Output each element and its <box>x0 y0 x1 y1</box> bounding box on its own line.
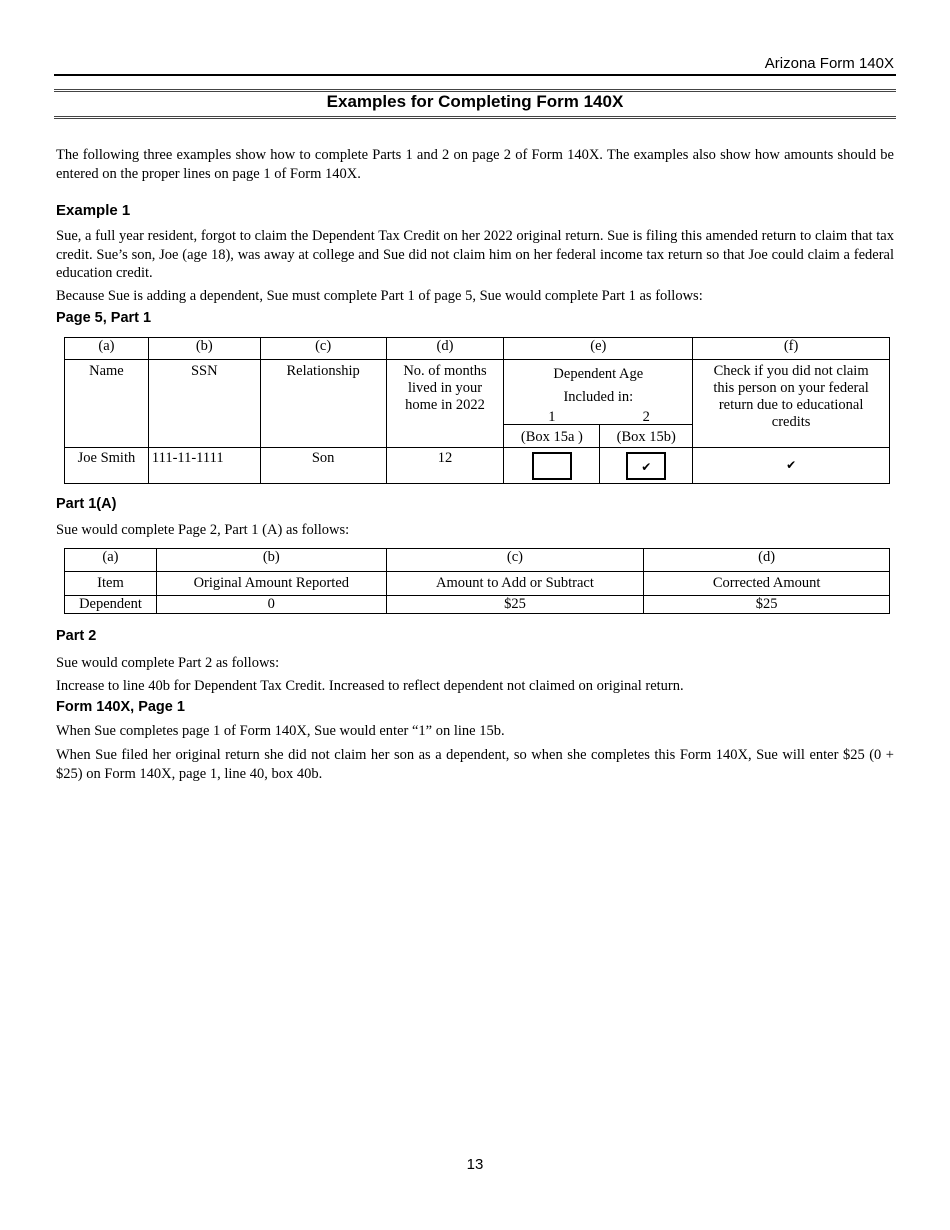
part1a-row-original: 0 <box>156 596 386 614</box>
col-months-header: No. of months lived in your home in 2022 <box>386 360 504 448</box>
edu-credit-checkmark: ✔ <box>786 458 797 472</box>
col-letter-a: (a) <box>65 338 149 360</box>
part1a-col-item: Item <box>65 572 157 596</box>
part1a-col-letter-d: (d) <box>644 549 890 572</box>
row-edu-check-cell <box>693 448 890 484</box>
col-letter-c: (c) <box>260 338 386 360</box>
col-letter-f: (f) <box>693 338 890 360</box>
col-check-header: Check if you did not claim this person on your federal return due to educational credits <box>693 360 890 448</box>
part2-line2: Increase to line 40b for Dependent Tax Credit. Increased to reflect dependent not claimed on original return. <box>56 678 684 694</box>
col-letter-d: (d) <box>386 338 504 360</box>
part2-heading: Part 2 <box>56 628 97 644</box>
part1a-col-letter-c: (c) <box>386 549 644 572</box>
header-rule <box>54 74 896 76</box>
form-page1-heading: Form 140X, Page 1 <box>56 699 185 715</box>
row-relationship-cell: Son <box>260 448 386 484</box>
row-name-cell: Joe Smith <box>65 448 149 484</box>
col-letter-e: (e) <box>504 338 693 360</box>
example-1-instruction: Because Sue is adding a dependent, Sue must complete Part 1 of page 5, Sue would complete Part 1 as follows: <box>56 288 703 304</box>
row-box15b-cell <box>600 448 693 484</box>
box-15b-label: (Box 15b) <box>600 424 692 446</box>
page-number: 13 <box>466 1156 484 1173</box>
row-months-cell: 12 <box>386 448 504 484</box>
page5-part1-table <box>64 337 890 484</box>
box-15b-checkbox[interactable] <box>626 452 666 480</box>
part1a-col-corrected: Corrected Amount <box>644 572 890 596</box>
part2-line1: Sue would complete Part 2 as follows: <box>56 655 280 671</box>
part1a-col-adjustment: Amount to Add or Subtract <box>386 572 644 596</box>
part1a-row-adjustment: $25 <box>386 596 644 614</box>
col-name-header: Name <box>65 360 149 448</box>
box-15a-checkbox[interactable] <box>532 452 572 480</box>
part1a-heading: Part 1(A) <box>56 496 117 512</box>
form-page1-line2: When Sue filed her original return she did not claim her son as a dependent, so when she completes this Form 140X, Sue will enter $25 (0 + $25) on Form 140X, page 1, line 40, box 40b. <box>56 747 894 782</box>
included-in-label: Included in: <box>563 389 634 405</box>
page-title: Examples for Completing Form 140X <box>326 92 624 111</box>
part1a-col-letter-a: (a) <box>65 549 157 572</box>
part1a-col-original: Original Amount Reported <box>156 572 386 596</box>
box-15a-label: (Box 15a ) <box>504 424 599 446</box>
example-1-heading: Example 1 <box>56 202 131 219</box>
col-letter-b: (b) <box>148 338 260 360</box>
part1a-row-corrected: $25 <box>644 596 890 614</box>
example-1-paragraph: Sue, a full year resident, forgot to claim the Dependent Tax Credit on her 2022 original return. Sue is filing this amended return to claim that tax credit. Sue’s son, Joe (age 18), was away at college and Sue did not claim him on her federal income tax return so that Joe could claim a federal education credit. <box>56 228 894 281</box>
part1a-row-item: Dependent <box>65 596 157 614</box>
sub-col-1-label: 1 <box>548 408 556 425</box>
sub-col-2-label: 2 <box>642 408 650 425</box>
col-ssn-header: SSN <box>148 360 260 448</box>
col-sub1-header <box>504 408 600 448</box>
form-name-header: Arizona Form 140X <box>764 55 894 72</box>
page5-part1-heading: Page 5, Part 1 <box>56 310 152 326</box>
form-page1-line1: When Sue completes page 1 of Form 140X, Sue would enter “1” on line 15b. <box>56 723 505 739</box>
box-15b-checkmark: ✔ <box>641 460 652 474</box>
row-ssn-cell: 111-11-1111 <box>148 448 260 484</box>
intro-paragraph: The following three examples show how to complete Parts 1 and 2 on page 2 of Form 140X. The examples also show how amounts should be entered on the proper lines on page 1 of Form 140X. <box>56 147 894 182</box>
part1a-col-letter-b: (b) <box>156 549 386 572</box>
row-box15a-cell <box>504 448 600 484</box>
part1a-intro: Sue would complete Page 2, Part 1 (A) as follows: <box>56 522 350 538</box>
col-sub2-header <box>600 408 693 448</box>
part1a-table <box>64 548 890 614</box>
dependent-age-label: Dependent Age <box>553 366 644 382</box>
col-relationship-header: Relationship <box>260 360 386 448</box>
